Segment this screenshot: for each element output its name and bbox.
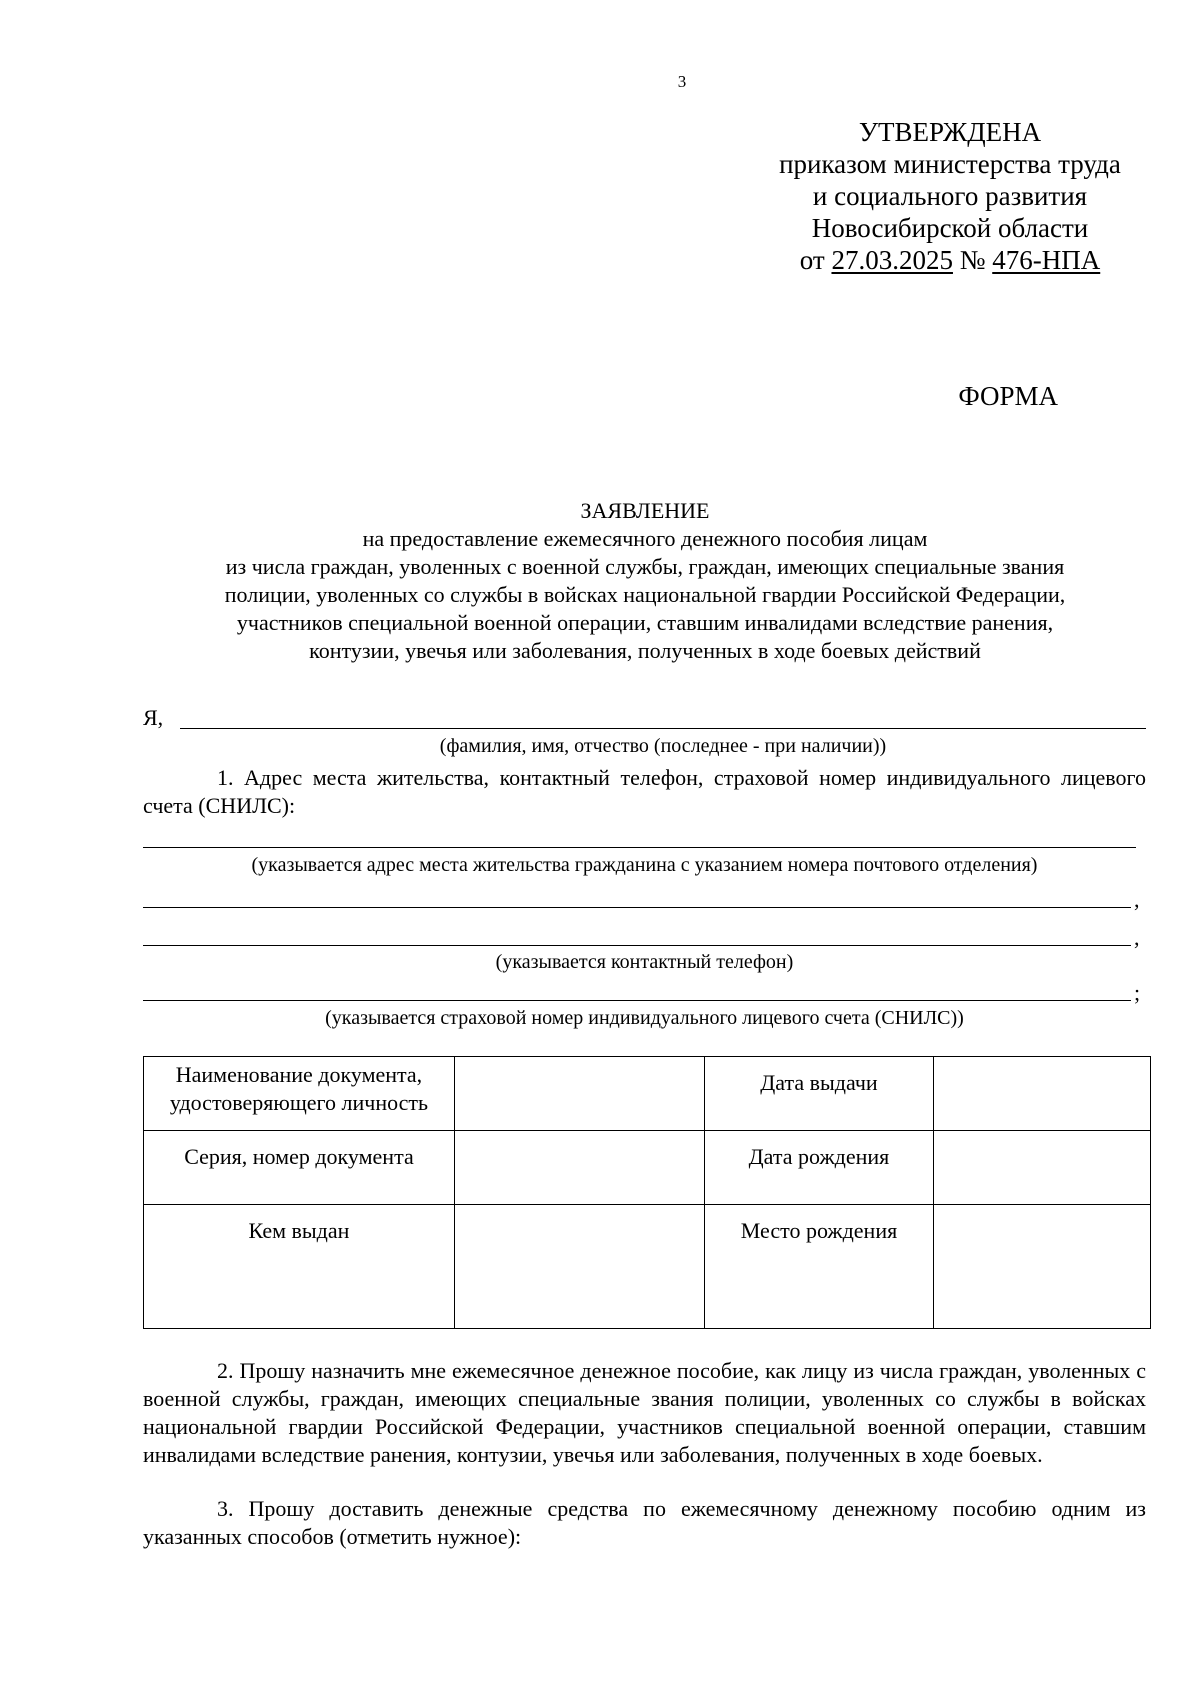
approval-line-1: приказом министерства труда: [779, 149, 1121, 179]
order-date-prefix: от: [799, 245, 825, 275]
statement-subtitle-line: контузии, увечья или заболевания, полученных в ходе боевых действий: [309, 638, 981, 663]
birth-place-cell[interactable]: [934, 1205, 1151, 1329]
item-1-text: 1. Адрес места жительства, контактный телефон, страховой номер индивидуального лицевого счета (СНИЛС):: [143, 765, 1146, 818]
phone-field[interactable]: [143, 945, 1131, 946]
table-row: [144, 1057, 1151, 1131]
item-3-text: 3. Прошу доставить денежные средства по ежемесячному денежному пособию одним из указанных способов (отметить нужное):: [143, 1496, 1146, 1549]
birth-date-cell[interactable]: [934, 1131, 1151, 1205]
page-number: 3: [677, 72, 687, 91]
approval-line-2: и социального развития: [812, 181, 1088, 211]
phone-hint: (указывается контактный телефон): [495, 951, 794, 973]
applicant-name-hint: (фамилия, имя, отчество (последнее - при наличии)): [439, 735, 887, 757]
approval-block: [700, 116, 1200, 276]
form-label: ФОРМА: [958, 381, 1058, 411]
applicant-name-field[interactable]: [180, 728, 1146, 729]
applicant-prefix: Я,: [143, 705, 164, 730]
address-field[interactable]: [143, 847, 1136, 848]
statement-subtitle-line: из числа граждан, уволенных с военной службы, граждан, имеющих специальные звания: [225, 554, 1065, 579]
address-hint: (указывается адрес места жительства гражданина с указанием номера почтового отделения): [251, 854, 1038, 876]
birth-place-label: Место рождения: [704, 1205, 934, 1329]
approval-line-3: Новосибирской области: [811, 213, 1089, 243]
table-row: [144, 1205, 1151, 1329]
statement-title-block: [145, 497, 1145, 665]
snils-hint: (указывается страховой номер индивидуального лицевого счета (СНИЛС)): [325, 1007, 964, 1029]
address-field-continued[interactable]: [143, 907, 1131, 908]
issued-by-label: Кем выдан: [144, 1205, 455, 1329]
issued-by-cell[interactable]: [454, 1205, 704, 1329]
birth-date-label: Дата рождения: [704, 1131, 934, 1205]
doc-name-label: Наименование документа, удостоверяющего личность: [144, 1057, 455, 1131]
order-number-sign: №: [959, 245, 986, 275]
table-row: [144, 1131, 1151, 1205]
item-2-text: 2. Прошу назначить мне ежемесячное денежное пособие, как лицу из числа граждан, уволенных с военной службы, граждан, имеющих специальные звания полиции, уволенных со службы в войсках национальной гвардии Российской Федерации, участников специальной военной операции, ставшим инвалидами вследствие ранения, контузии, увечья или заболевания, полученных в ходе боевых.: [143, 1358, 1146, 1467]
statement-subtitle-line: полиции, уволенных со службы в войсках национальной гвардии Российской Федерации,: [224, 582, 1066, 607]
series-number-label: Серия, номер документа: [144, 1131, 455, 1205]
snils-field[interactable]: [143, 1000, 1131, 1001]
order-date: 27.03.2025: [831, 245, 953, 275]
approval-title: УТВЕРЖДЕНА: [858, 117, 1042, 147]
approval-order-line: [700, 244, 1200, 276]
snils-semicolon: ;: [1134, 980, 1141, 1005]
doc-name-cell[interactable]: [454, 1057, 704, 1131]
order-number: 476-НПА: [992, 245, 1101, 275]
issue-date-cell[interactable]: [934, 1057, 1151, 1131]
series-number-cell[interactable]: [454, 1131, 704, 1205]
identity-document-table: [143, 1056, 1151, 1329]
statement-title: ЗАЯВЛЕНИЕ: [580, 498, 710, 523]
issue-date-label: Дата выдачи: [704, 1057, 934, 1131]
statement-subtitle-line: на предоставление ежемесячного денежного пособия лицам: [362, 526, 928, 551]
statement-subtitle-line: участников специальной военной операции, ставшим инвалидами вследствие ранения,: [236, 610, 1054, 635]
address-comma: ,: [1134, 887, 1140, 912]
phone-comma: ,: [1134, 925, 1140, 950]
